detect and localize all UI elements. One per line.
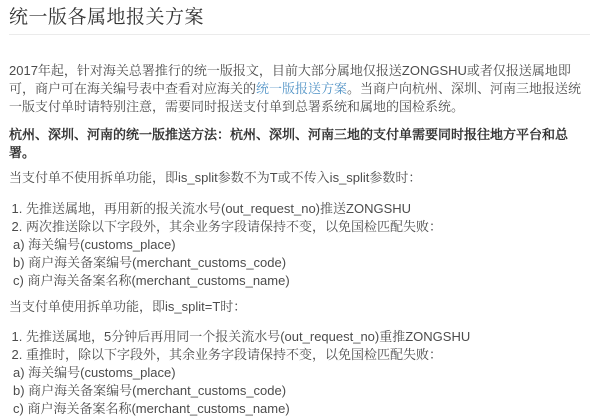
field-line-merchant-customs-code: b) 商户海关备案编号(merchant_customs_code)	[13, 383, 287, 398]
intro-text-after: 。当商户向杭州、深圳、河南三地报送统一版支付单时请特别注意，需要同时报送支付单到总署系统和属地的国检系统。	[9, 81, 582, 114]
field-line-merchant-customs-name: c) 商户海关备案名称(merchant_customs_name)	[13, 273, 290, 288]
condition-no-split: 当支付单不使用拆单功能，即is_split参数不为T或不传入is_split参数时：	[9, 170, 422, 185]
step-item: 1. 先推送属地，再用新的报关流水号(out_request_no)推送ZONGSHU	[26, 200, 590, 218]
step-item: 2. 两次推送除以下字段外，其余业务字段请保持不变，以免国检匹配失败：	[26, 218, 590, 236]
field-line-customs-place: a) 海关编号(customs_place)	[13, 365, 176, 380]
step-item: 2. 重推时，除以下字段外，其余业务字段请保持不变，以免国检匹配失败：	[26, 346, 590, 364]
no-split-instructions	[9, 200, 590, 290]
step-item: 1. 先推送属地，5分钟后再用同一个报关流水号(out_request_no)重推ZONGSHU	[26, 328, 590, 346]
field-line-merchant-customs-code: b) 商户海关备案编号(merchant_customs_code)	[13, 255, 287, 270]
field-line-customs-place: a) 海关编号(customs_place)	[13, 237, 176, 252]
condition-split: 当支付单使用拆单功能，即is_split=T时：	[9, 299, 247, 314]
intro-paragraph	[9, 62, 590, 116]
method-heading: 杭州、深圳、河南的统一版推送方法：杭州、深圳、河南三地的支付单需要同时报往地方平台和总署。	[9, 127, 569, 160]
unified-declaration-plan-link[interactable]: 统一版报送方案	[256, 81, 348, 96]
split-instructions	[9, 328, 590, 418]
no-split-steps-list	[9, 200, 590, 236]
page-title: 统一版各属地报关方案	[9, 7, 590, 35]
split-steps-list	[9, 328, 590, 364]
field-line-merchant-customs-name: c) 商户海关备案名称(merchant_customs_name)	[13, 401, 290, 416]
intro-text-before: 2017年起，针对海关总署推行的统一版报文，目前大部分属地仅报送ZONGSHU或者仅报送属地即可，商户可在海关编号表中查看对应海关的	[9, 63, 571, 96]
